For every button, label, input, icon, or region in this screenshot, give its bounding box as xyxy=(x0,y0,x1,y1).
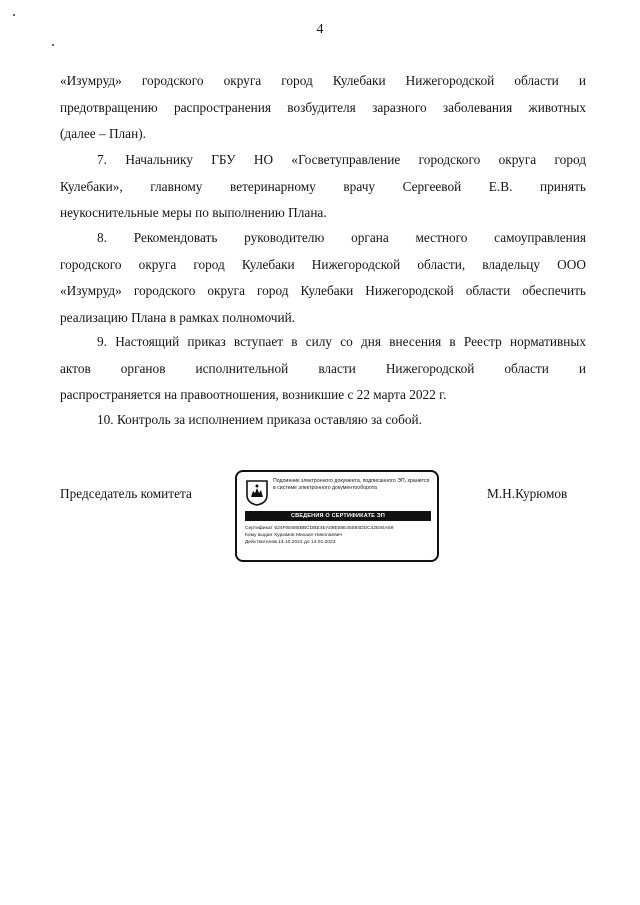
text-line: Кулебаки», главному ветеринарному врачу Сергеевой Е.В. принять xyxy=(60,178,586,194)
text-line: городского округа город Кулебаки Нижегородской области, владельцу ООО xyxy=(60,256,586,272)
validity-row xyxy=(245,539,393,546)
text-line: неукоснительные меры по выполнению Плана. xyxy=(60,205,327,220)
paragraph-intro-continuation xyxy=(60,68,586,148)
text-line: 8. Рекомендовать руководителю органа местного самоуправления xyxy=(97,230,586,245)
scan-speck xyxy=(52,44,54,46)
text-line: 10. Контроль за исполнением приказа оставляю за собой. xyxy=(97,412,422,427)
validity-label: Действителен xyxy=(245,540,277,545)
certificate-details xyxy=(245,525,393,546)
page-number: 4 xyxy=(316,22,324,37)
certificate-row xyxy=(245,525,393,532)
issued-to-label: Кому выдан xyxy=(245,533,273,538)
signer-name: М.Н.Курюмов xyxy=(487,486,568,501)
paragraph-item-9 xyxy=(60,329,586,409)
certificate-label: Сертификат xyxy=(245,526,273,531)
paragraph-item-7 xyxy=(60,147,586,227)
stamp-header: СВЕДЕНИЯ О СЕРТИФИКАТЕ ЭП xyxy=(245,511,431,521)
issued-to-value: Курюмов Михаил Николаевич xyxy=(274,533,343,538)
text-line: «Изумруд» городского округа город Кулебаки Нижегородской области и xyxy=(60,73,586,88)
text-line: распространяется на правоотношения, возникшие с 22 марта 2022 г. xyxy=(60,387,447,402)
validity-value: с 14.10.2021 до 14.01.2023 xyxy=(274,540,336,545)
stamp-notice: Подлинник электронного документа, подписанного ЭП, хранится в системе электронного документооборота xyxy=(273,478,430,491)
coat-of-arms-icon xyxy=(246,480,268,506)
issued-to-row xyxy=(245,532,393,539)
text-line: актов органов исполнительной власти Нижегородской области и xyxy=(60,360,586,376)
paragraph-item-8 xyxy=(60,225,586,331)
signer-title: Председатель комитета xyxy=(60,486,192,501)
scan-speck xyxy=(13,14,15,16)
text-line: 9. Настоящий приказ вступает в силу со дня внесения в Реестр нормативных xyxy=(97,334,586,349)
text-line: 7. Начальнику ГБУ НО «Госветуправление городского округа город xyxy=(97,152,586,167)
text-line: предотвращению распространения возбудителя заразного заболевания животных xyxy=(60,99,586,115)
text-line: реализацию Плана в рамках полномочий. xyxy=(60,309,296,325)
paragraph-item-10 xyxy=(60,407,586,434)
text-line: «Изумруд» городского округа город Кулебаки Нижегородской области обеспечить xyxy=(60,283,586,298)
text-line: (далее – План). xyxy=(60,126,146,141)
electronic-signature-stamp xyxy=(235,470,439,562)
certificate-value: 624F0E685BBCDBE4EA08E58E45594DDC42E84A59 xyxy=(274,526,394,531)
